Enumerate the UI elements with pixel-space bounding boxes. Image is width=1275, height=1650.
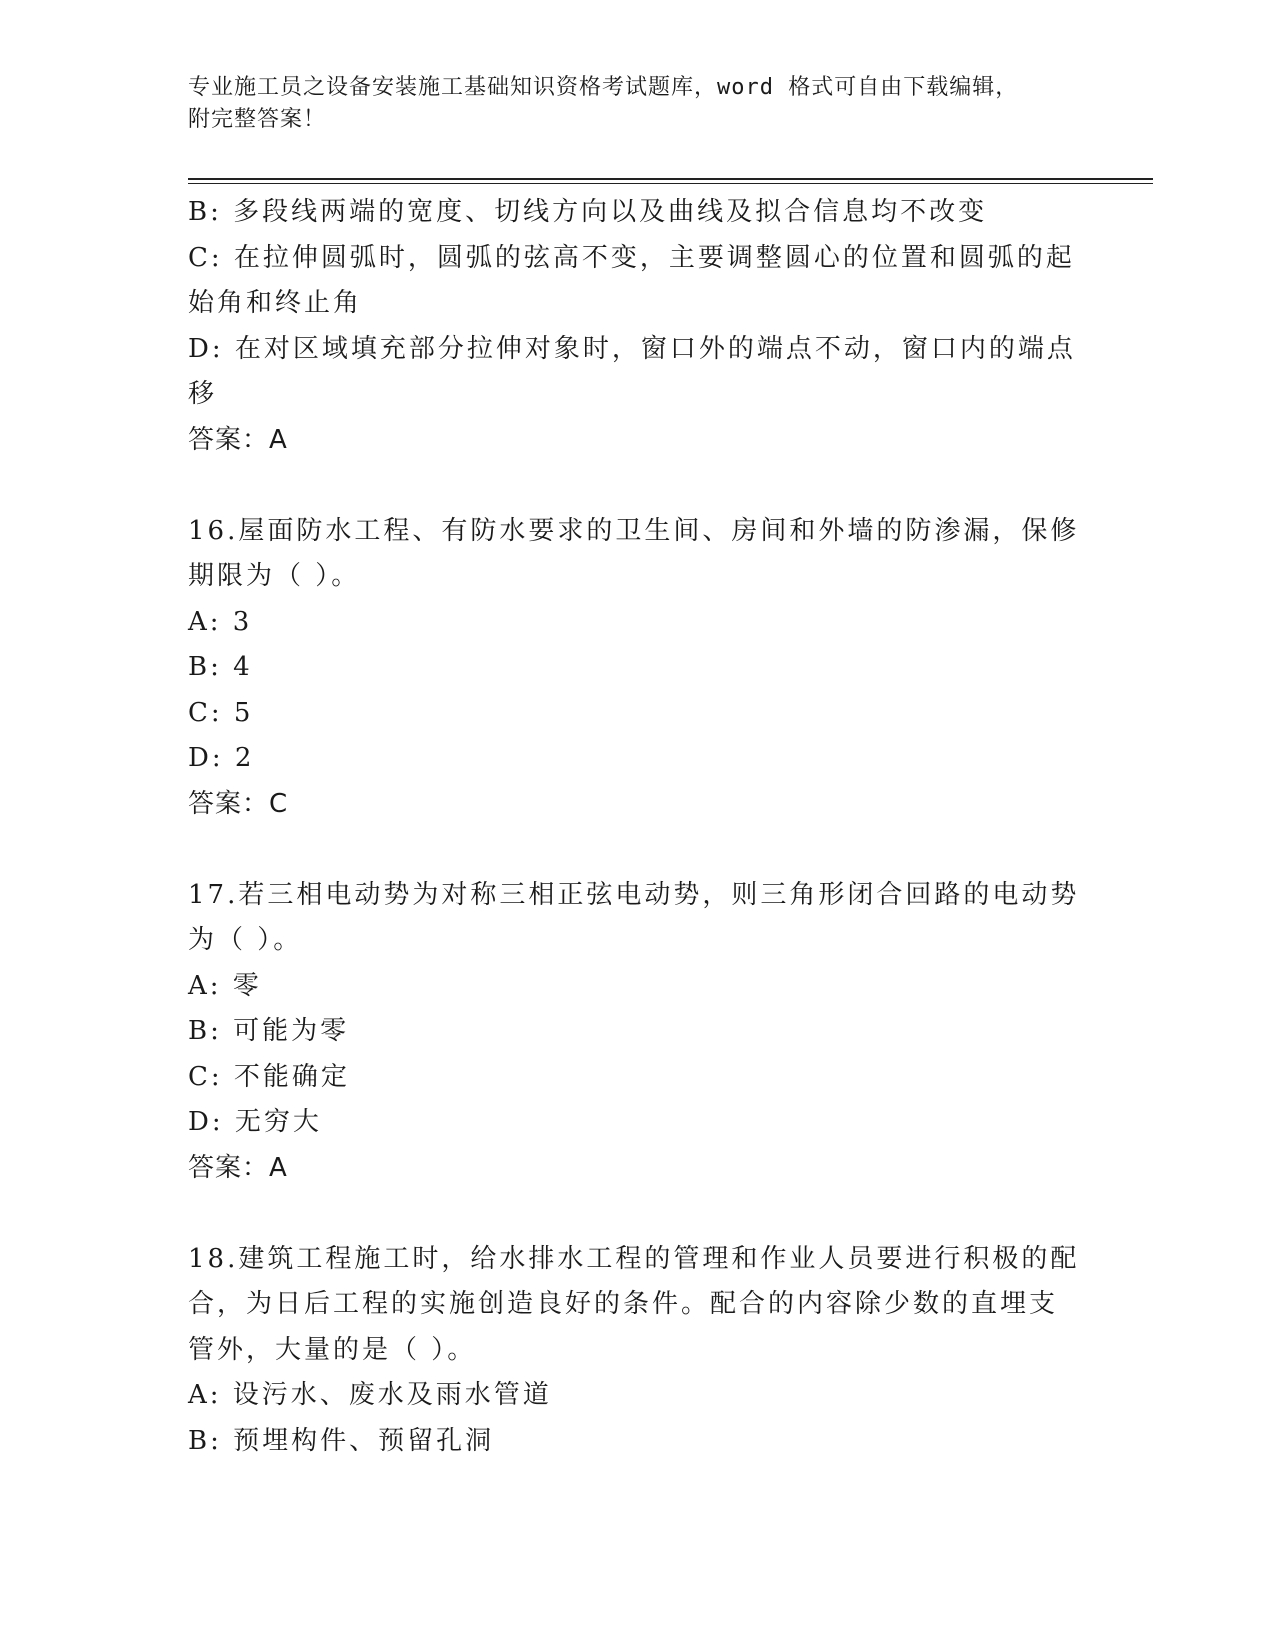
question-stem-line-2: 合，为日后工程的实施创造良好的条件。配合的内容除少数的直埋支 [188,1289,1059,1319]
option-d-line-2: 移 [188,379,218,409]
spacer [188,463,1068,509]
question-stem-line-1: 16.屋面防水工程、有防水要求的卫生间、房间和外墙的防渗漏，保修 [188,515,1080,546]
option-b: B: 预埋构件、预留孔洞 [188,1425,495,1456]
document-header [188,72,1088,136]
option-c-line-2: 始角和终止角 [188,288,363,318]
question-16 [188,509,1080,828]
header-divider-thick [188,178,1153,180]
option-d: D: 无穷大 [188,1107,322,1137]
option-a: A: 零 [188,970,262,1001]
option-b: B: 可能为零 [188,1016,350,1046]
option-d: D: 2 [188,743,255,773]
option-c: C: 5 [188,697,254,728]
option-c: C: 不能确定 [188,1061,350,1092]
option-c-line-1: C: 在拉伸圆弧时，圆弧的弦高不变，主要调整圆心的位置和圆弧的起 [188,242,1075,273]
option-a: A: 3 [188,606,253,637]
question-stem-line-1: 18.建筑工程施工时，给水排水工程的管理和作业人员要进行积极的配 [188,1243,1080,1274]
header-line-2: 附完整答案！ [188,107,327,132]
question-stem-line-3: 管外，大量的是（ ）。 [188,1334,477,1365]
option-d-line-1: D: 在对区域填充部分拉伸对象时，窗口外的端点不动，窗口内的端点 [188,333,1076,364]
spacer [188,1191,1068,1237]
header-line-1: 专业施工员之设备安装施工基础知识资格考试题库，word 格式可自由下载编辑， [188,75,1019,100]
question-17 [188,873,1080,1192]
header-divider-thin [188,183,1153,184]
question-content [188,190,1080,1464]
answer: 答案：A [188,1152,288,1183]
answer: 答案：A [188,424,288,455]
question-stem-line-2: 为（ ）。 [188,925,303,955]
option-a: A: 设污水、废水及雨水管道 [188,1380,552,1410]
spacer [188,827,1068,873]
question-stem-line-1: 17.若三相电动势为对称三相正弦电动势，则三角形闭合回路的电动势 [188,879,1080,910]
question-stem-line-2: 期限为（ ）。 [188,561,361,591]
option-b: B: 4 [188,652,253,682]
question-18 [188,1237,1080,1465]
option-b: B: 多段线两端的宽度、切线方向以及曲线及拟合信息均不改变 [188,197,988,227]
answer: 答案：C [188,788,289,819]
question-15-tail [188,190,1076,463]
